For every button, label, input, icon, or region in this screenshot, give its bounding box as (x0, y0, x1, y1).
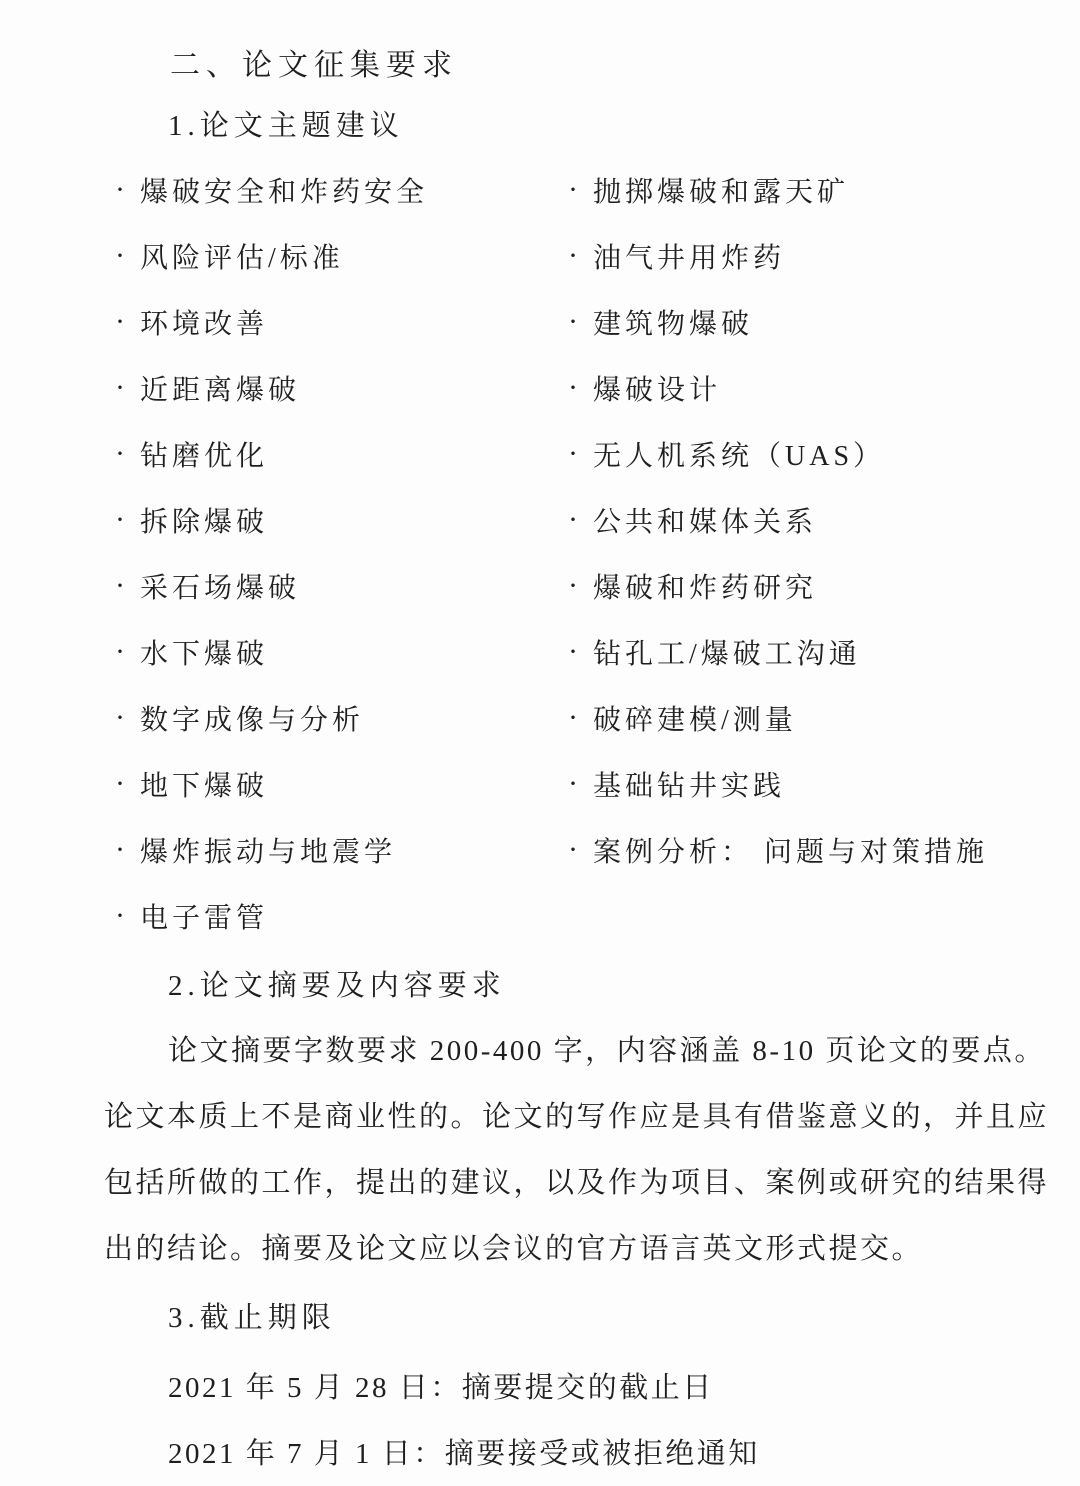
topic-label: 爆破安全和炸药安全 (140, 177, 429, 208)
deadline-list (168, 1352, 760, 1484)
topic-item (568, 421, 988, 487)
topic-item (568, 289, 988, 355)
topic-label: 地下爆破 (140, 771, 269, 802)
topic-label: 数字成像与分析 (140, 705, 365, 736)
topic-label: 基础钻井实践 (593, 771, 786, 802)
topic-label: 油气井用炸药 (593, 243, 786, 274)
topic-label: 拆除爆破 (140, 507, 269, 538)
bullet-icon: · (568, 503, 578, 536)
bullet-icon: · (568, 239, 578, 272)
topic-item (568, 223, 988, 289)
topic-item (568, 487, 988, 553)
bullet-icon: · (568, 635, 578, 668)
topic-item (568, 685, 988, 751)
topic-item (115, 751, 428, 817)
topic-item (115, 619, 428, 685)
paragraph-line: 论文摘要字数要求 200-400 字，内容涵盖 8-10 页论文的要点。 (168, 1034, 1046, 1067)
bullet-icon: · (568, 173, 578, 206)
topic-label: 案例分析： 问题与对策措施 (593, 837, 989, 868)
bullet-icon: · (115, 305, 125, 338)
topic-item (115, 421, 428, 487)
bullet-icon: · (115, 173, 125, 206)
topic-item (568, 355, 988, 421)
topic-label: 破碎建模/测量 (593, 705, 797, 736)
bullet-icon: · (568, 437, 578, 470)
topic-item (568, 619, 988, 685)
topic-label: 爆炸振动与地震学 (140, 837, 397, 868)
topic-label: 钻磨优化 (140, 441, 269, 472)
bullet-icon: · (115, 635, 125, 668)
topic-item (115, 355, 428, 421)
topics-right-column (568, 157, 988, 883)
topic-label: 风险评估/标准 (140, 243, 344, 274)
topic-item (568, 817, 988, 883)
paragraph-line: 出的结论。摘要及论文应以会议的官方语言英文形式提交。 (104, 1232, 924, 1265)
bullet-icon: · (115, 437, 125, 470)
paragraph-line: 包括所做的工作，提出的建议，以及作为项目、案例或研究的结果得 (104, 1166, 1050, 1199)
topic-item (568, 553, 988, 619)
topics-left-column (115, 157, 428, 949)
topic-label: 钻孔工/爆破工沟通 (593, 639, 861, 670)
topic-label: 建筑物爆破 (593, 309, 754, 340)
topic-label: 近距离爆破 (140, 375, 301, 406)
bullet-icon: · (115, 899, 125, 932)
topic-item (568, 751, 988, 817)
topic-item (568, 157, 988, 223)
topic-label: 采石场爆破 (140, 573, 301, 604)
bullet-icon: · (115, 701, 125, 734)
deadline-subsection-title: 3.截止期限 (168, 1302, 336, 1334)
topic-label: 爆破和炸药研究 (593, 573, 818, 604)
topics-subsection-title: 1.论文主题建议 (168, 110, 404, 142)
abstract-subsection-title: 2.论文摘要及内容要求 (168, 970, 506, 1002)
section-title: 二、论文征集要求 (170, 49, 458, 82)
bullet-icon: · (115, 239, 125, 272)
topic-item (115, 157, 428, 223)
topic-label: 公共和媒体关系 (593, 507, 818, 538)
topic-item (115, 685, 428, 751)
bullet-icon: · (115, 371, 125, 404)
deadline-item: 2021 年 5 月 28 日：摘要提交的截止日 (168, 1371, 714, 1404)
deadline-item: 2021 年 7 月 1 日：摘要接受或被拒绝通知 (168, 1437, 760, 1470)
topic-item (115, 223, 428, 289)
bullet-icon: · (568, 701, 578, 734)
abstract-paragraph (104, 1015, 1064, 1279)
bullet-icon: · (568, 569, 578, 602)
topic-item (115, 289, 428, 355)
bullet-icon: · (115, 767, 125, 800)
bullet-icon: · (568, 833, 578, 866)
topic-item (115, 817, 428, 883)
topic-label: 水下爆破 (140, 639, 269, 670)
bullet-icon: · (115, 833, 125, 866)
bullet-icon: · (115, 503, 125, 536)
topic-label: 无人机系统（UAS） (593, 441, 886, 472)
paragraph-line: 论文本质上不是商业性的。论文的写作应是具有借鉴意义的，并且应 (104, 1100, 1050, 1133)
topic-label: 电子雷管 (140, 903, 269, 934)
topic-label: 爆破设计 (593, 375, 722, 406)
bullet-icon: · (568, 371, 578, 404)
bullet-icon: · (568, 305, 578, 338)
topic-label: 环境改善 (140, 309, 269, 340)
topic-item (115, 487, 428, 553)
bullet-icon: · (115, 569, 125, 602)
topic-item (115, 883, 428, 949)
topic-label: 抛掷爆破和露天矿 (593, 177, 850, 208)
bullet-icon: · (568, 767, 578, 800)
topic-item (115, 553, 428, 619)
